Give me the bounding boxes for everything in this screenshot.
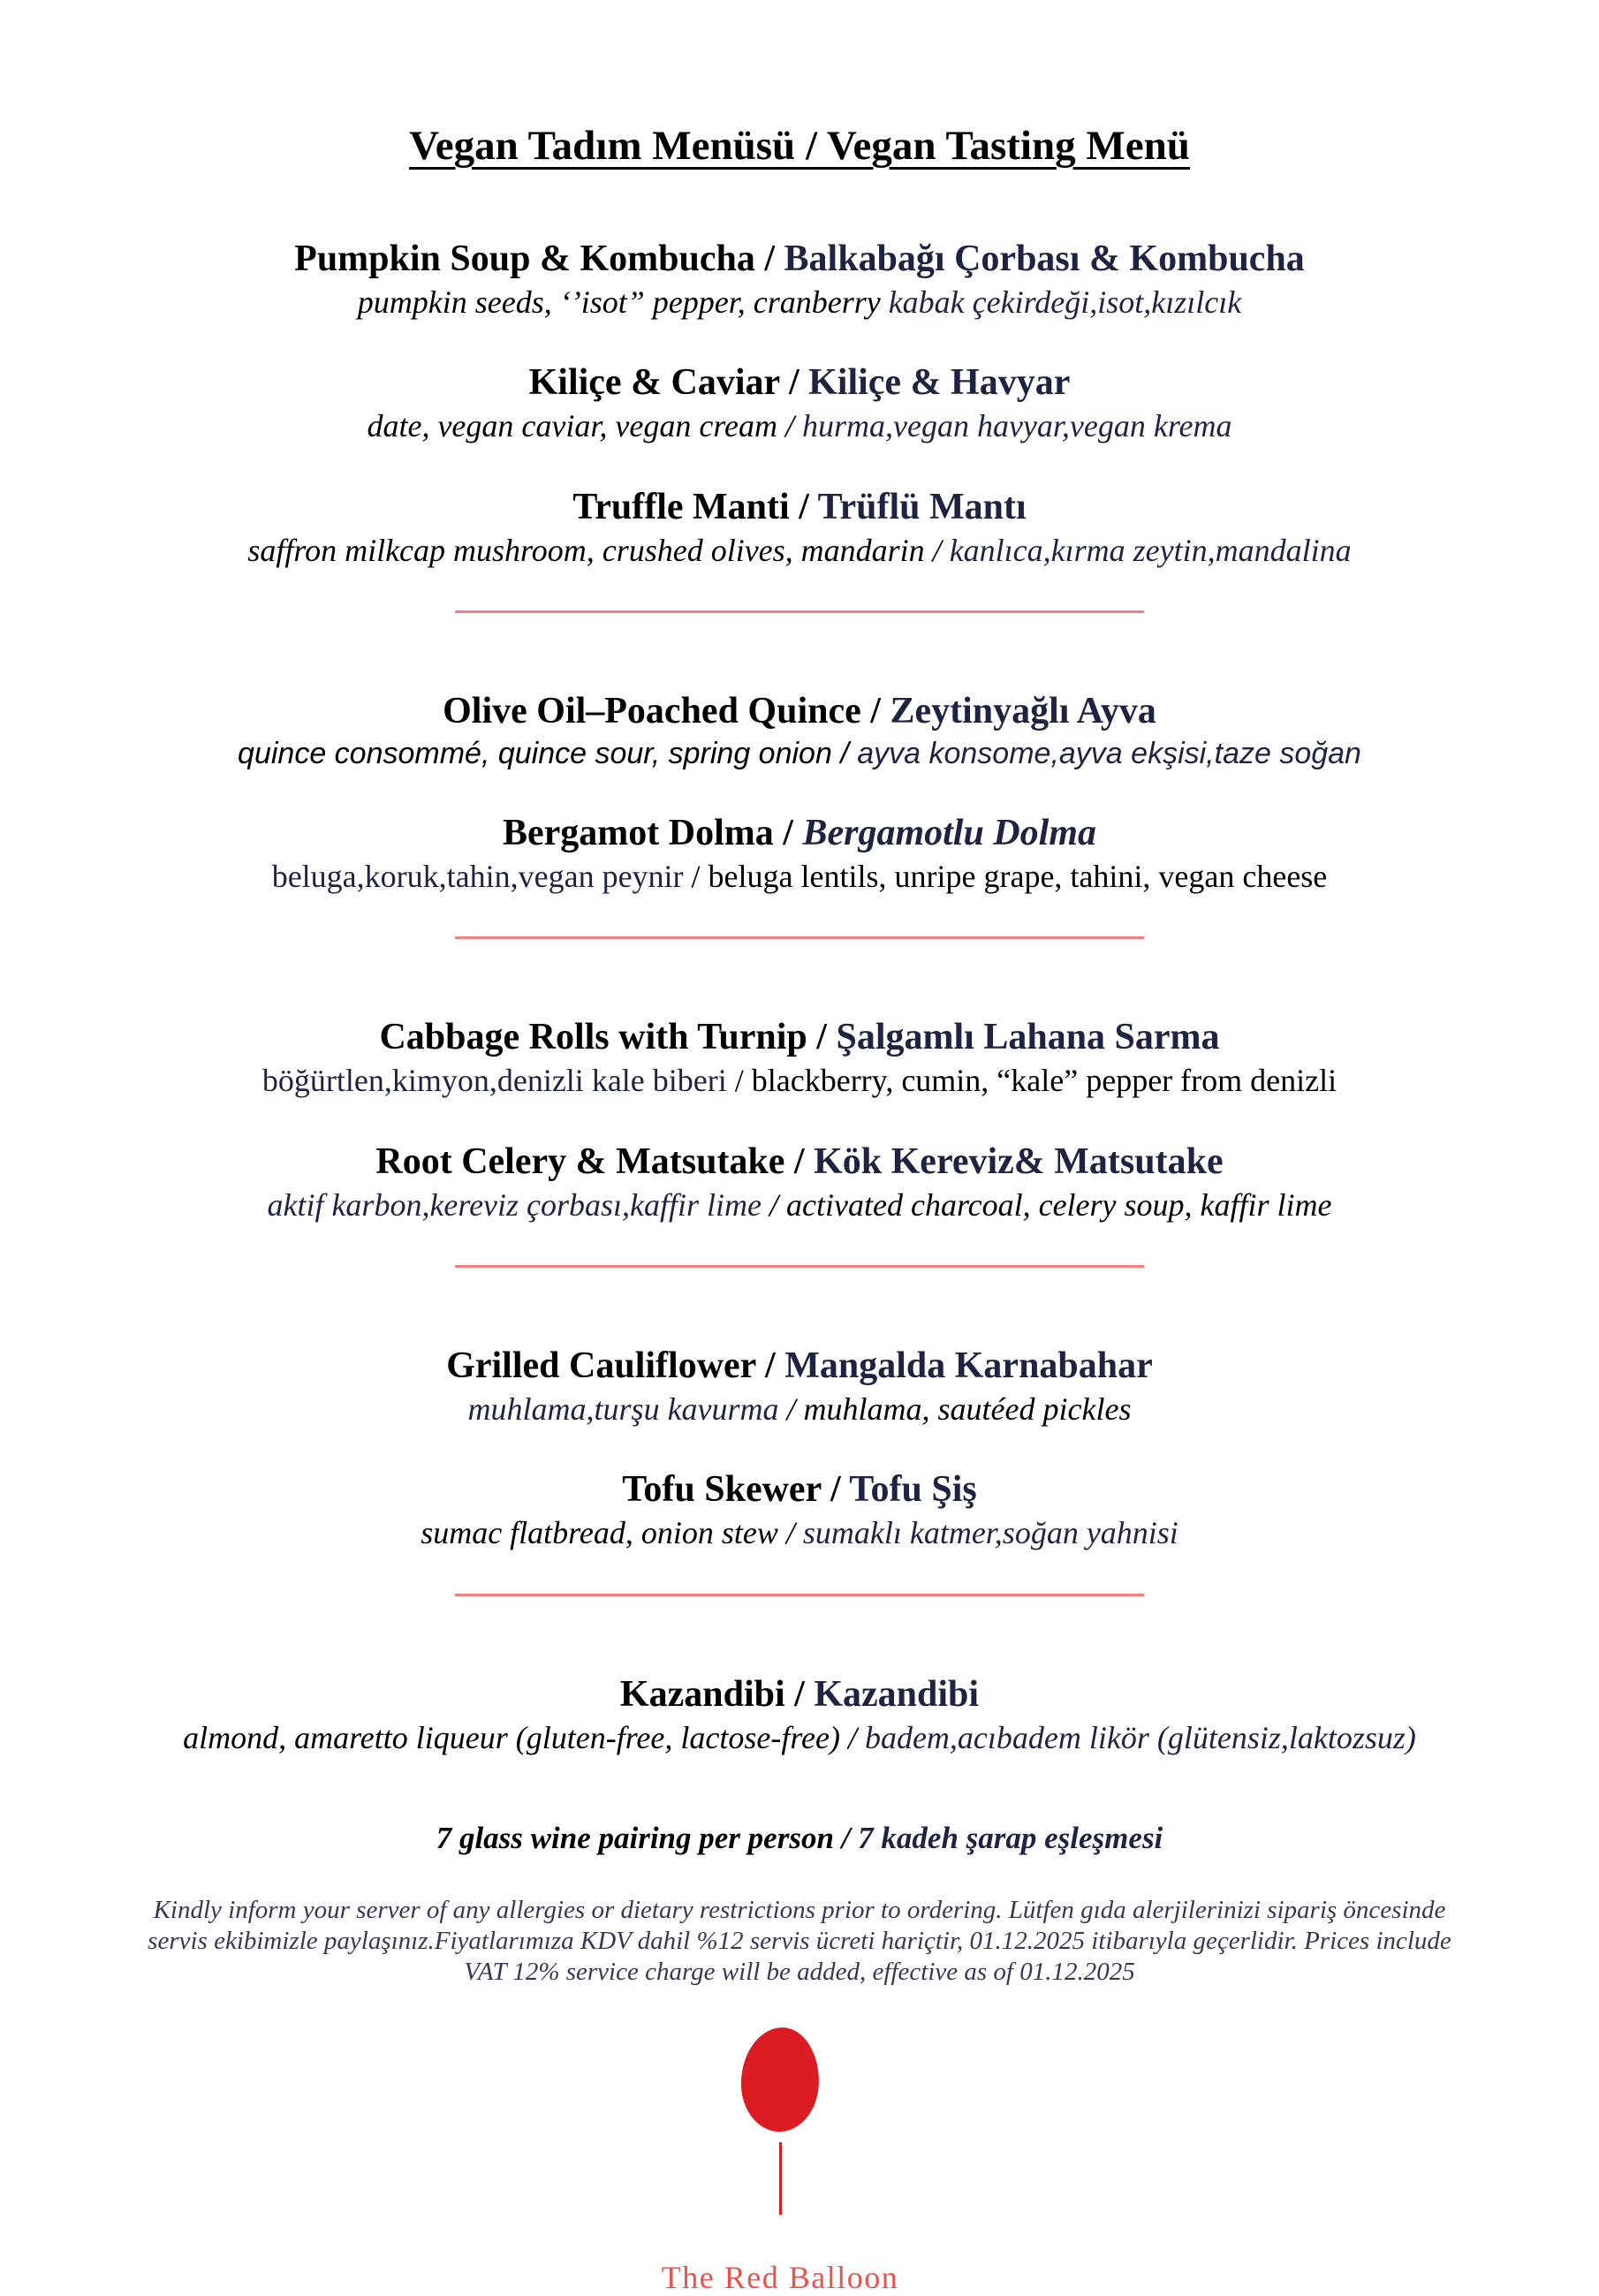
balloon-string-icon xyxy=(779,2142,782,2215)
course-description xyxy=(0,1514,1599,1551)
course-description xyxy=(0,532,1599,569)
course-name-en: Kiliçe & Caviar / xyxy=(528,362,809,404)
course-name-tr: Mangalda Karnabahar xyxy=(784,1345,1153,1387)
course-kazandibi xyxy=(0,1674,1599,1756)
wine-pairing-en: 7 glass wine pairing per person / xyxy=(436,1821,859,1856)
course-name xyxy=(0,813,1599,855)
course-desc-tr: hurma,vegan havyar,vegan krema xyxy=(801,408,1232,444)
disclaimer-line-1: Kindly inform your server of any allergies or dietary restrictions prior to ordering. Lütfen gıda alerjilerinizi sipariş öncesinde xyxy=(153,1896,1446,1925)
course-name-tr: Kök Kereviz& Matsutake xyxy=(814,1140,1224,1182)
course-desc-tr: böğürtlen,kimyon,denizli kale biberi xyxy=(261,1063,727,1099)
section-divider xyxy=(455,1265,1144,1268)
course-desc-en: date, vegan caviar, vegan cream / xyxy=(367,408,802,444)
course-bergamot-dolma xyxy=(0,813,1599,895)
course-name xyxy=(0,1017,1599,1059)
course-desc-en: / beluga lentils, unripe grape, tahini, vegan cheese xyxy=(683,858,1328,894)
course-desc-en: saffron milkcap mushroom, crushed olives, mandarin / xyxy=(247,532,950,568)
course-name-tr: Kazandibi xyxy=(814,1673,980,1715)
allergy-vat-disclaimer xyxy=(49,1895,1550,1987)
course-description xyxy=(0,858,1599,895)
course-desc-en: / activated charcoal, celery soup, kaffir lime xyxy=(762,1186,1332,1223)
course-description xyxy=(0,1390,1599,1428)
course-poached-quince xyxy=(0,691,1599,771)
course-name-tr: Kiliçe & Havyar xyxy=(808,362,1071,404)
course-pumpkin-soup xyxy=(0,239,1599,321)
course-root-celery xyxy=(0,1141,1599,1224)
course-desc-tr: beluga,koruk,tahin,vegan peynir xyxy=(271,858,684,894)
course-name-tr: Trüflü Mantı xyxy=(817,486,1027,527)
course-name-tr: Bergamotlu Dolma xyxy=(802,813,1096,854)
page-title: Vegan Tadım Menüsü / Vegan Tasting Menü xyxy=(409,123,1190,169)
course-name xyxy=(0,691,1599,733)
course-desc-tr: kanlıca,kırma zeytin,mandalina xyxy=(949,532,1352,568)
course-name-tr: Balkabağı Çorbası & Kombucha xyxy=(784,239,1305,279)
red-balloon-icon xyxy=(739,2027,821,2133)
course-name-en: Olive Oil–Poached Quince / xyxy=(443,691,890,732)
course-desc-tr: ayva konsome,ayva ekşisi,taze soğan xyxy=(857,736,1361,770)
course-name-en: Tofu Skewer / xyxy=(622,1469,850,1511)
course-name-en: Bergamot Dolma / xyxy=(503,813,803,854)
course-description xyxy=(0,1062,1599,1099)
section-divider xyxy=(455,1594,1144,1596)
course-name xyxy=(0,1345,1599,1388)
course-name-en: Pumpkin Soup & Kombucha / xyxy=(294,239,784,279)
course-truffle-manti xyxy=(0,487,1599,569)
disclaimer-line-2: servis ekibimizle paylaşınız.Fiyatlarımıza KDV dahil %12 servis ücreti hariçtir, 01.12.2025 itibarıyla geçerlidir. Prices include xyxy=(148,1926,1451,1955)
course-name-tr: Zeytinyağlı Ayva xyxy=(890,691,1156,732)
course-name xyxy=(0,362,1599,405)
course-name-en: Truffle Manti / xyxy=(572,486,818,527)
course-description xyxy=(0,736,1599,771)
course-desc-tr: badem,acıbadem likör (glütensiz,laktozsuz) xyxy=(864,1719,1416,1755)
course-name xyxy=(0,487,1599,529)
course-name-tr: Şalgamlı Lahana Sarma xyxy=(836,1017,1220,1058)
course-desc-en: almond, amaretto liqueur (gluten-free, lactose-free) / xyxy=(183,1719,865,1755)
course-description xyxy=(0,284,1599,321)
restaurant-name: The Red Balloon xyxy=(661,2260,899,2296)
course-description xyxy=(0,407,1599,444)
wine-pairing-note xyxy=(0,1821,1599,1856)
course-desc-en: pumpkin seeds, ‘’isot” pepper, cranberry xyxy=(357,284,889,320)
course-kilice-caviar xyxy=(0,362,1599,444)
course-name-tr: Tofu Şiş xyxy=(849,1469,977,1511)
course-name xyxy=(0,1674,1599,1716)
course-description xyxy=(0,1719,1599,1756)
restaurant-logo xyxy=(0,2027,1580,2296)
course-name xyxy=(0,1141,1599,1184)
course-grilled-cauliflower xyxy=(0,1345,1599,1428)
course-name xyxy=(0,239,1599,281)
wine-pairing-tr: 7 kadeh şarap eşleşmesi xyxy=(858,1821,1163,1856)
course-name-en: Root Celery & Matsutake / xyxy=(375,1140,815,1182)
course-desc-tr: kabak çekirdeği,isot,kızılcık xyxy=(888,284,1242,320)
course-desc-en: quince consommé, quince sour, spring onion / xyxy=(238,736,858,770)
course-name xyxy=(0,1469,1599,1512)
section-divider xyxy=(455,936,1144,939)
course-desc-tr: muhlama,turşu kavurma xyxy=(467,1390,779,1427)
course-name-en: Cabbage Rolls with Turnip / xyxy=(379,1017,837,1058)
course-desc-tr: aktif karbon,kereviz çorbası,kaffir lime xyxy=(267,1186,762,1223)
course-tofu-skewer xyxy=(0,1469,1599,1551)
course-name-en: Kazandibi / xyxy=(619,1673,815,1715)
disclaimer-line-3: VAT 12% service charge will be added, effective as of 01.12.2025 xyxy=(464,1957,1135,1986)
course-cabbage-rolls xyxy=(0,1017,1599,1099)
course-desc-en: / muhlama, sautéed pickles xyxy=(778,1390,1132,1427)
course-desc-tr: sumaklı katmer,soğan yahnisi xyxy=(802,1515,1178,1551)
course-desc-en: sumac flatbread, onion stew / xyxy=(421,1515,803,1551)
course-desc-en: / blackberry, cumin, “kale” pepper from denizli xyxy=(726,1063,1338,1099)
section-divider xyxy=(455,610,1144,613)
course-name-en: Grilled Cauliflower / xyxy=(446,1345,785,1387)
course-description xyxy=(0,1186,1599,1224)
